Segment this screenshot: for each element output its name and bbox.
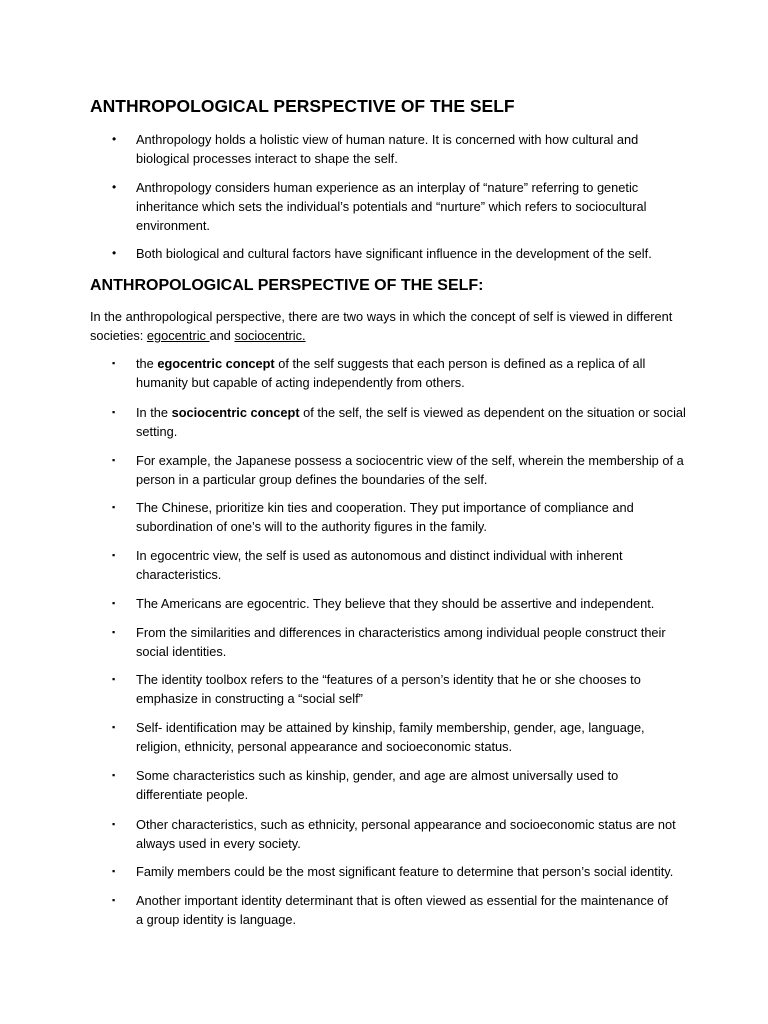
sociocentric-post: of the self, the self is viewed as dependent on the situation or social: [299, 405, 686, 420]
list-item-line: From the similarities and differences in characteristics among individual people construct their: [136, 625, 666, 640]
intro-line-2: [90, 326, 690, 345]
list-item-line: The Chinese, prioritize kin ties and cooperation. They put importance of compliance and: [136, 500, 634, 515]
round-bullet-icon: •: [112, 132, 117, 146]
list-item-line: inheritance which sets the individual’s potentials and “nurture” which refers to sociocultural: [136, 199, 647, 214]
round-bullet-icon: •: [112, 180, 117, 194]
list-item-text: [136, 670, 681, 708]
square-bullet-icon: ▪: [112, 627, 116, 637]
square-bullet-icon: ▪: [112, 866, 116, 876]
sociocentric-link[interactable]: sociocentric.: [234, 328, 306, 343]
egocentric-concept-term: egocentric concept: [157, 356, 275, 371]
list-item-text: [136, 130, 681, 168]
intro-line-1: In the anthropological perspective, there are two ways in which the concept of self is viewed in different: [90, 309, 673, 324]
intro-paragraph: [90, 307, 690, 345]
list-item-line: environment.: [136, 218, 210, 233]
list-item-line: a group identity is language.: [136, 912, 297, 927]
square-bullet-icon: ▪: [112, 895, 116, 905]
square-bullet-icon: ▪: [112, 722, 116, 732]
list-item-text: [136, 766, 681, 804]
sociocentric-pre: In the: [136, 405, 172, 420]
sociocentric-line-2: setting.: [136, 424, 178, 439]
square-bullet-icon: ▪: [112, 674, 116, 684]
square-bullet-icon: ▪: [112, 358, 116, 368]
list-item-line: characteristics.: [136, 567, 222, 582]
round-bullet-icon: •: [112, 246, 117, 260]
list-item-line: Anthropology considers human experience as an interplay of “nature” referring to genetic: [136, 180, 639, 195]
list-item-text: [136, 862, 681, 881]
egocentric-line-2: humanity but capable of acting independently from others.: [136, 375, 465, 390]
list-item-line: The Americans are egocentric. They believe that they should be assertive and independent.: [136, 596, 655, 611]
list-item-text: [136, 623, 681, 661]
egocentric-post: of the self suggests that each person is defined as a replica of all: [274, 356, 646, 371]
list-item-line: Anthropology holds a holistic view of human nature. It is concerned with how cultural and: [136, 132, 639, 147]
list-item-line: biological processes interact to shape the self.: [136, 151, 398, 166]
list-item-line: For example, the Japanese possess a sociocentric view of the self, wherein the membership of a: [136, 453, 684, 468]
intro-prefix: societies:: [90, 328, 147, 343]
list-item-line: The identity toolbox refers to the “features of a person’s identity that he or she chooses to: [136, 672, 641, 687]
sociocentric-concept-term: sociocentric concept: [171, 405, 300, 420]
square-bullet-icon: ▪: [112, 770, 116, 780]
section-heading-1: ANTHROPOLOGICAL PERSPECTIVE OF THE SELF: [90, 96, 515, 116]
section-heading-2: ANTHROPOLOGICAL PERSPECTIVE OF THE SELF:: [90, 277, 484, 294]
list-item-text: [136, 244, 681, 263]
list-item-text: [136, 403, 686, 441]
list-item-line: subordination of one’s will to the authority figures in the family.: [136, 519, 487, 534]
square-bullet-icon: ▪: [112, 455, 116, 465]
list-item-line: person in a particular group defines the boundaries of the self.: [136, 472, 488, 487]
list-item-text: [136, 178, 681, 235]
list-item-line: Self- identification may be attained by kinship, family membership, gender, age, language,: [136, 720, 645, 735]
list-item-text: [136, 354, 681, 392]
list-item-line: In egocentric view, the self is used as autonomous and distinct individual with inherent: [136, 548, 623, 563]
list-item-line: social identities.: [136, 644, 227, 659]
list-item-text: [136, 718, 681, 756]
egocentric-link[interactable]: egocentric: [146, 328, 210, 343]
list-item-line: Other characteristics, such as ethnicity, personal appearance and socioeconomic status are not: [136, 817, 676, 832]
list-item-line: Both biological and cultural factors have significant influence in the development of the self.: [136, 246, 652, 261]
square-bullet-icon: ▪: [112, 598, 116, 608]
list-item-text: [136, 815, 681, 853]
square-bullet-icon: ▪: [112, 502, 116, 512]
list-item-line: religion, ethnicity, personal appearance and socioeconomic status.: [136, 739, 513, 754]
list-item-line: Family members could be the most significant feature to determine that person’s social identity.: [136, 864, 674, 879]
list-item-text: [136, 498, 681, 536]
egocentric-pre: the: [136, 356, 158, 371]
list-item-text: [136, 891, 681, 929]
square-bullet-icon: ▪: [112, 550, 116, 560]
list-item-line: Some characteristics such as kinship, gender, and age are almost universally used to: [136, 768, 619, 783]
list-item-line: always used in every society.: [136, 836, 301, 851]
square-bullet-icon: ▪: [112, 819, 116, 829]
list-item-line: emphasize in constructing a “social self”: [136, 691, 363, 706]
list-item-text: [136, 451, 684, 489]
square-bullet-icon: ▪: [112, 407, 116, 417]
list-item-text: [136, 594, 681, 613]
list-item-text: [136, 546, 681, 584]
list-item-line: differentiate people.: [136, 787, 249, 802]
list-item-line: Another important identity determinant that is often viewed as essential for the maintenance of: [136, 893, 669, 908]
intro-and: and: [209, 328, 235, 343]
